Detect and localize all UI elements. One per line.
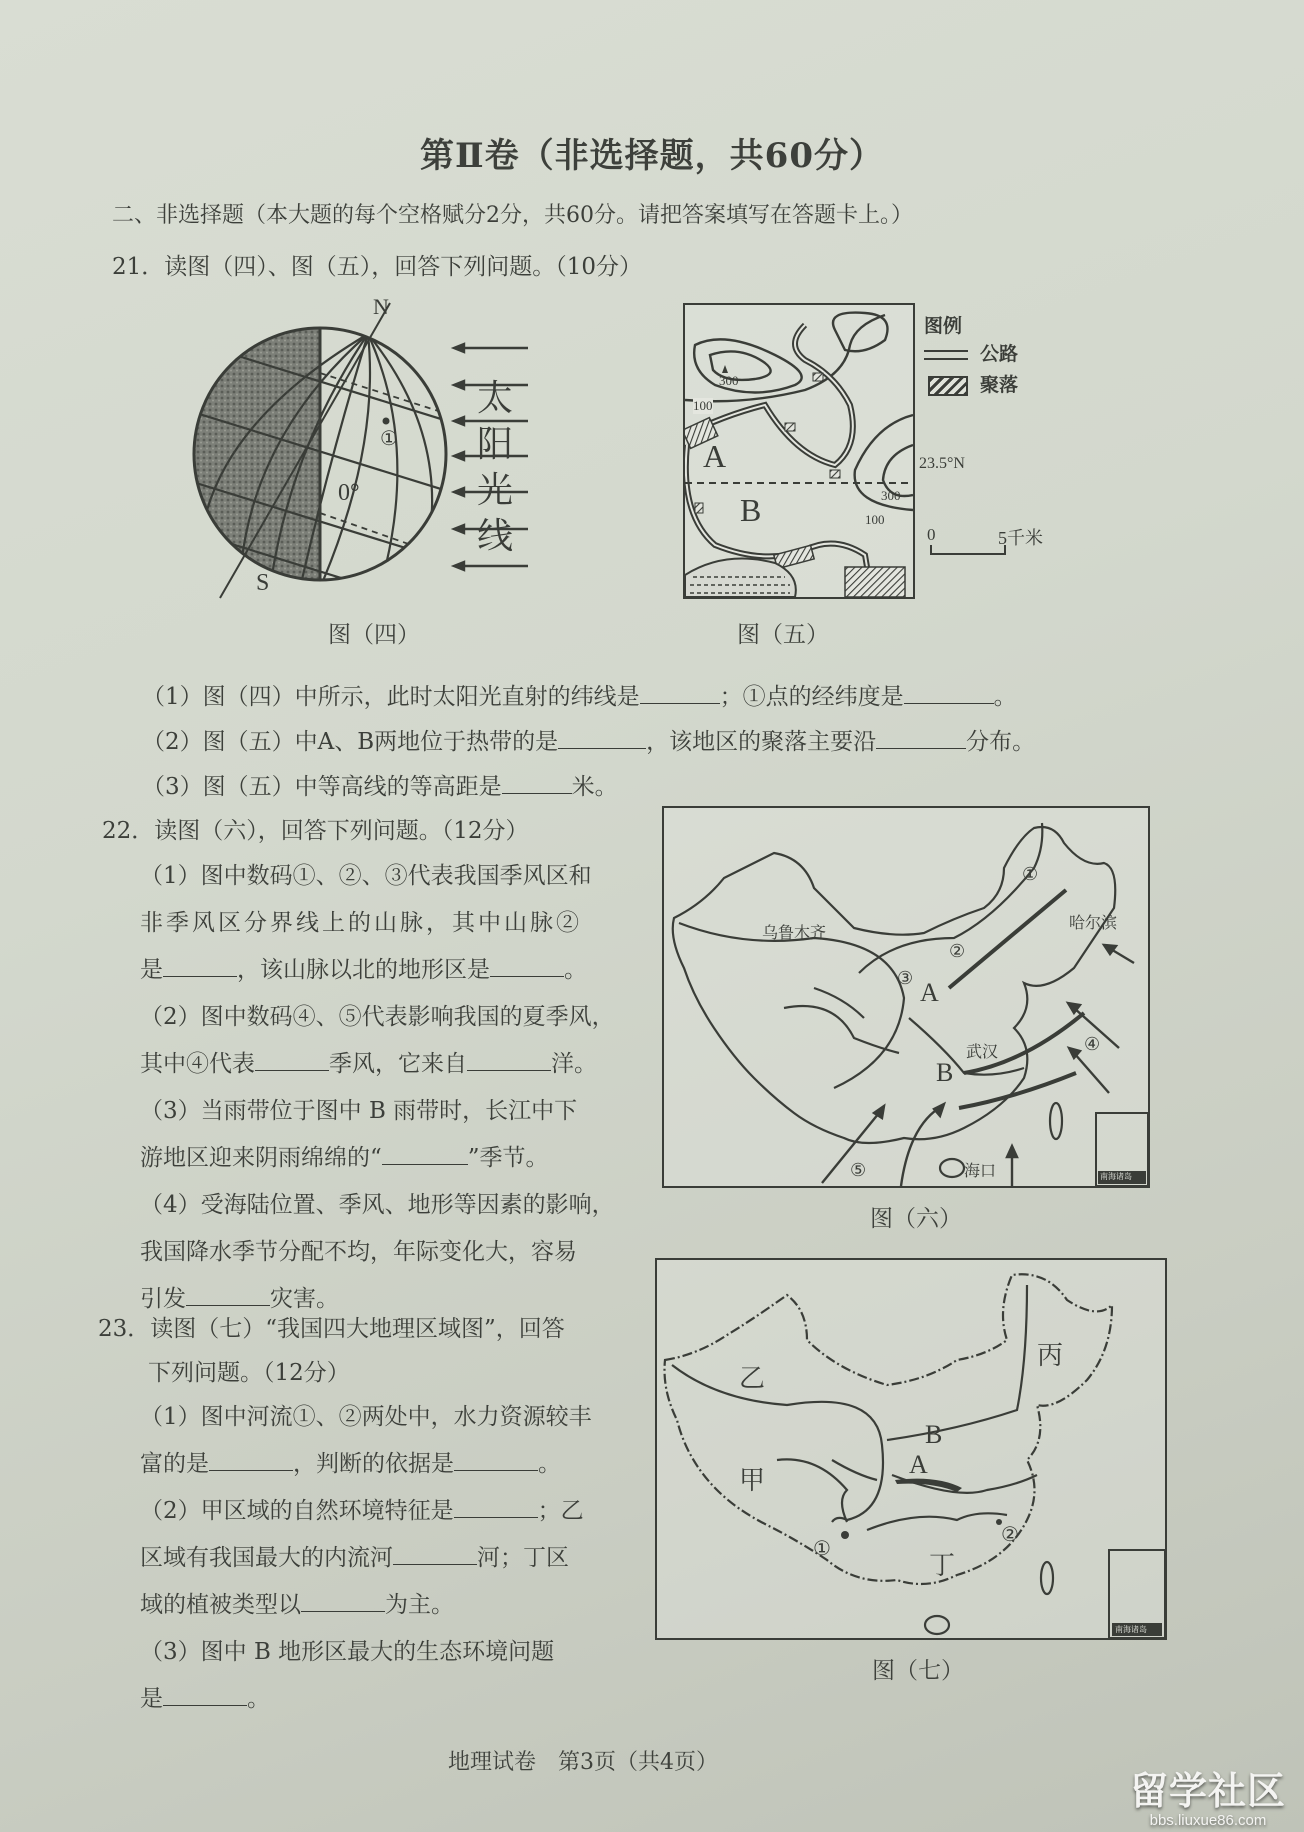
monsoon-4-label: ④ xyxy=(1084,1034,1101,1054)
answer-blank[interactable] xyxy=(163,953,237,977)
scale-end: 5千米 xyxy=(998,528,1043,548)
legend-title: 图例 xyxy=(924,315,963,337)
answer-blank[interactable] xyxy=(490,953,564,977)
figure-4-caption: 图（四） xyxy=(328,622,420,648)
legend-road-symbol xyxy=(924,350,968,360)
answer-blank[interactable] xyxy=(467,1047,551,1071)
answer-blank[interactable] xyxy=(640,680,720,704)
section-title: 第Ⅱ卷（非选择题，共60分） xyxy=(420,136,884,176)
answer-blank[interactable] xyxy=(454,1494,538,1518)
scale-zero: 0 xyxy=(927,525,936,544)
china-regions-map-icon xyxy=(657,1260,1165,1638)
latitude-label: 23.5°N xyxy=(919,455,965,472)
river-2-label: ② xyxy=(1001,1524,1019,1546)
answer-blank[interactable] xyxy=(209,1447,293,1471)
figure-6-china-monsoon-map xyxy=(662,806,1150,1188)
urumqi-label: 乌鲁木齐 xyxy=(762,923,827,942)
point-1-label: ① xyxy=(380,428,398,450)
answer-blank[interactable] xyxy=(393,1541,477,1565)
watermark-brand: 留学社区 xyxy=(1129,1769,1286,1813)
point-b-label: B xyxy=(740,492,762,528)
answer-blank[interactable] xyxy=(255,1047,329,1071)
answer-blank[interactable] xyxy=(163,1682,247,1706)
answer-blank[interactable] xyxy=(382,1141,468,1165)
legend-road-label: 公路 xyxy=(980,343,1019,365)
wuhan-label: 武汉 xyxy=(966,1042,999,1061)
contour-100-east-label: 100 xyxy=(865,512,885,527)
north-pole-label: N xyxy=(373,294,389,319)
mountain-1-label: ① xyxy=(1022,864,1039,884)
mountain-3-label: ③ xyxy=(897,968,914,988)
legend-settlement-symbol xyxy=(928,376,968,396)
answer-blank[interactable] xyxy=(454,1447,538,1471)
sunlight-label: 太 阳 光 线 xyxy=(477,378,514,557)
terrain-b-label: B xyxy=(925,1420,943,1449)
answer-blank[interactable] xyxy=(502,770,572,794)
q21-sub1: （1）图（四）中所示，此时太阳光直射的纬线是 ；①点的经纬度是 。 xyxy=(142,678,1017,711)
inset-label: 南海诸岛 xyxy=(1115,1625,1147,1634)
contour-300-east-label: 300 xyxy=(881,488,901,503)
rainbelt-a-label: A xyxy=(920,978,939,1007)
terrain-a-label: A xyxy=(909,1450,928,1479)
monsoon-5-label: ⑤ xyxy=(850,1160,867,1180)
equator-label: 0° xyxy=(338,480,360,506)
q22-stem: 22．读图（六），回答下列问题。（12分） xyxy=(102,818,529,844)
haikou-label: 海口 xyxy=(964,1161,997,1180)
answer-blank[interactable] xyxy=(558,725,646,749)
watermark xyxy=(1130,1770,1286,1829)
region-bing-label: 丙 xyxy=(1037,1341,1064,1371)
figure-6-caption: 图（六） xyxy=(870,1206,962,1232)
q21-sub2: （2）图（五）中A、B两地位于热带的是 ，该地区的聚落主要沿 分布。 xyxy=(142,723,1035,756)
mountain-2-label: ② xyxy=(949,941,966,961)
answer-blank[interactable] xyxy=(186,1282,270,1306)
contour-300-label: 300 xyxy=(719,373,739,388)
answer-blank[interactable] xyxy=(876,725,966,749)
figure-7-caption: 图（七） xyxy=(872,1658,964,1684)
q22-body: （1）图中数码①、②、③代表我国季风区和 非季风区分界线上的山脉，其中山脉② 是 ，该山脉以北的地形区是 。 （2）图中数码④、⑤代表影响我国的夏季风， 其中④代表 季风，它来自 洋。 （3）当雨带位于图中 B 雨带时，长江中下 游地区迎来阴雨绵绵的“ ”季节。 （4）受海陆位置、季风、地形等因素的影响， 我国降水季节分配不均，年际变化大，容易 引发 灾害。 xyxy=(140,863,615,1312)
rainbelt-b-label: B xyxy=(936,1058,954,1087)
region-yi-label: 乙 xyxy=(739,1364,766,1394)
figure-7-geographic-regions-map xyxy=(655,1258,1167,1640)
legend-settlement-label: 聚落 xyxy=(980,374,1019,396)
river-1-label: ① xyxy=(813,1538,831,1560)
section-instructions: 二、非选择题（本大题的每个空格赋分2分，共60分。请把答案填写在答题卡上。） xyxy=(112,203,913,228)
q23-stem-line1: 23．读图（七）“我国四大地理区域图”，回答 xyxy=(98,1316,565,1342)
q21-stem: 21．读图（四）、图（五），回答下列问题。（10分） xyxy=(112,254,643,280)
page-footer: 地理试卷 第3页（共4页） xyxy=(448,1750,718,1775)
region-jia-label: 甲 xyxy=(739,1466,766,1496)
watermark-url: bbs.liuxue86.com xyxy=(1149,1812,1267,1829)
contour-100-label: 100 xyxy=(693,398,713,413)
scale-bar xyxy=(930,545,1006,555)
answer-blank[interactable] xyxy=(904,680,994,704)
china-map-icon xyxy=(664,808,1148,1186)
region-ding-label: 丁 xyxy=(929,1551,956,1581)
figure-4-globe xyxy=(190,288,550,608)
figure-5-contour-map xyxy=(683,303,915,599)
q23-body: （1）图中河流①、②两处中，水力资源较丰 富的是 ，判断的依据是 。 （2）甲区域的自然环境特征是 ；乙 区域有我国最大的内流河 河；丁区 域的植被类型以 为主。 （3）图中 B 地形区最大的生态环境问题 是 。 xyxy=(140,1404,592,1712)
south-pole-label: S xyxy=(256,570,270,596)
point-a-label: A xyxy=(703,438,727,474)
harbin-label: 哈尔滨 xyxy=(1069,913,1118,932)
q23-stem-line2: 下列问题。（12分） xyxy=(148,1360,350,1386)
figure-5-caption: 图（五） xyxy=(737,622,829,648)
q21-sub3: （3）图（五）中等高线的等高距是 米。 xyxy=(142,768,618,801)
inset-label: 南海诸岛 xyxy=(1100,1172,1132,1181)
answer-blank[interactable] xyxy=(301,1588,385,1612)
